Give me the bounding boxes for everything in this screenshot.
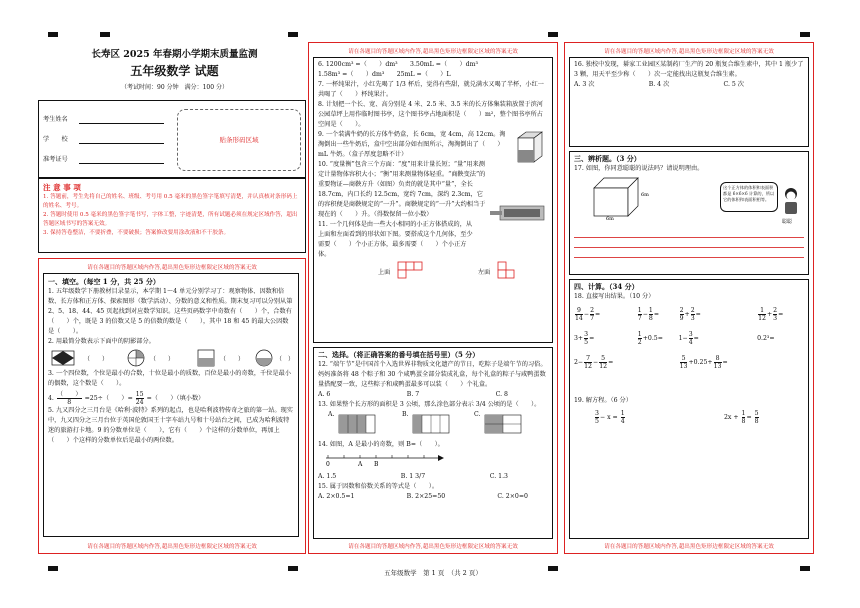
option-a[interactable]: A. (328, 411, 335, 418)
id-field[interactable] (79, 163, 164, 164)
question-14-options (318, 472, 548, 482)
option-b[interactable]: B. 7 (406, 391, 420, 398)
answer-area-2 (308, 42, 558, 554)
number-line (318, 450, 538, 468)
milk-box-figure (512, 130, 548, 164)
boy-name: 聪聪 (782, 219, 793, 225)
question-17: 17. 如图，你同意聪聪的说法吗？请说明理由。 (574, 165, 704, 172)
exam-subject: 五年级数学 试题 (130, 64, 219, 78)
option-c[interactable]: C. 8 (495, 391, 508, 398)
calc-item: $\frac{1}{7}$ − $\frac{1}{8}$ = (637, 306, 660, 322)
registration-mark (800, 32, 810, 37)
option-b[interactable]: B. 4 次 (648, 81, 670, 88)
option-a[interactable]: A. 3 次 (574, 81, 595, 88)
school-field[interactable] (79, 143, 164, 144)
registration-mark (100, 32, 110, 37)
name-field[interactable] (79, 123, 164, 124)
answer-line[interactable] (574, 248, 804, 258)
shading-figures-svg (48, 347, 298, 369)
info-box (38, 100, 306, 178)
option-b[interactable]: B. 2×25=50 (406, 493, 446, 500)
calc-section (569, 279, 809, 539)
svg-text:6m: 6m (641, 192, 649, 198)
boy-icon (780, 186, 802, 216)
question-10-block (318, 160, 548, 220)
question-9-block (318, 130, 548, 160)
analysis-section (569, 151, 809, 275)
section-title: 一、填空。（每空 1 分，共 25 分） (48, 277, 160, 286)
name-label: 考生姓名 (43, 116, 68, 123)
axis-label: A (358, 461, 363, 468)
barcode-area: 贴条形码区域 (177, 109, 301, 171)
option-b[interactable]: B. (402, 411, 409, 418)
calc-table (574, 302, 799, 374)
question-14: 14. 如图，A 是最小的奇数，则 B=（ ）。 (318, 441, 444, 448)
notice-item: 1. 答题前，考生先将自己的姓名、班级、考号用 0.5 毫米的黑色签字笔填写清楚，并认真核对条形码上的姓名、考号。 (43, 194, 298, 209)
option-b-figure (412, 414, 452, 436)
question-7: 7. 一杯纯果汁，小红先喝了 1/3 杯后，觉得有些甜，就兑满水又喝了半杯，小红一共喝了（ ）杯纯果汁。 (318, 81, 544, 98)
question-16: 16. 独校中发现，綦家工业园区某制药厂生产的 20 瓶复合维生素中，其中 1 瓶少了 3 颗，用天平至少称（ ）次一定能找出这瓶复合维生素。 (574, 61, 804, 78)
notice-box (38, 178, 306, 253)
calc-item: 2− $\frac{7}{12}$ − $\frac{5}{12}$ = (574, 354, 614, 370)
notice-item: 2. 答题时使用 0.5 毫米的黑色签字笔书写，字体工整，字迹清楚，所有试题必须在规定区域作答，超出答题区域书写的答案无效。 (43, 212, 298, 227)
fraction-blank: $\frac{( )}{8}$ (56, 391, 82, 406)
warning-text: 请在各题目的答题区域内作答,超出黑色矩形边框限定区域的答案无效 (604, 544, 774, 550)
question-4: 4. $\frac{( )}{8}$ =25÷（ ）= $\frac{15}{24}$ =（ ）（填小数） (48, 391, 205, 406)
calc-item: $\frac{5}{13}$ +0.25+ $\frac{8}{13}$ = (679, 354, 728, 370)
answer-area-1 (38, 258, 306, 554)
question-5: 5. 九又四分之三月台是《哈利·波特》系列的起点，也是哈利波特传奇之旅的第一站。现实中，九又四分之三月台位于英国伦敦国王十字车站九号和十号站台之间，已成为哈利波特迷的旅游打卡地。9 的分数单位是（ ），它有（ ）个这样的分数单位，再加上（ ）个这样的分数单位后是最小的两位数。 (48, 407, 293, 444)
shading-figures (48, 347, 294, 369)
fraction-15-24: $\frac{15}{24}$ (135, 391, 144, 406)
speech-bubble: 这个正方体的体积和表面积都是 6×6×6 计算的，所以它的体积和表面积相等。 (720, 182, 778, 212)
page-footer: 五年级数学 第 1 页 （共 2 页） (384, 569, 482, 577)
option-a[interactable]: A. 2×0.5=1 (318, 493, 355, 500)
warning-text: 请在各题目的答题区域内作答,超出黑色矩形边框限定区域的答案无效 (87, 544, 257, 550)
question-15: 15. 属于因数和倍数关系的等式是（ ）。 (318, 483, 439, 490)
axis-label: B (374, 461, 379, 468)
registration-mark (800, 566, 810, 571)
question-2: 2. 用最简分数表示下面中的阴影部分。 (48, 338, 155, 345)
school-label: 学 校 (43, 136, 68, 143)
question-13-options (318, 410, 548, 440)
section-title: 三、辨析题。（3 分） (574, 154, 641, 163)
option-c[interactable]: C. (474, 411, 481, 418)
question-6b: 1.58m³ =（ ）dm³ 25mL =（ ）L (318, 71, 451, 78)
fill-section (43, 273, 299, 537)
registration-mark (288, 32, 298, 37)
exam-title: 长寿区 2025 年春期小学期末质量监测 (91, 49, 258, 60)
axis-label: 0 (326, 461, 330, 468)
calc-item: $\frac{2}{9}$ + $\frac{2}{3}$ = (679, 306, 701, 322)
left-view-label: 左面 (478, 269, 491, 276)
warning-text: 请在各题目的答题区域内作答,超出黑色矩形边框限定区域的答案无效 (604, 49, 774, 55)
option-c[interactable]: C. 2×0=0 (497, 493, 528, 500)
answer-line[interactable] (574, 238, 804, 248)
question-11: 11. 一个几何体是由一些大小相同的小正方体搭成的，从上面和左面看到的形状如下图。要搭成这个几何体，至少需要（ ）个小正方体，最多需要（ ）个小正方体。 (318, 221, 473, 258)
question-16-options (574, 80, 804, 90)
choice-section-cont (569, 57, 809, 147)
registration-mark (288, 566, 298, 571)
question-12: 12. “端午节”是中国首个入选世界非物质文化遗产的节日，吃粽子是端午节的习俗。妈妈准备将 48 个粽子和 30 个咸鸭蛋全部分装成礼盒，每个礼盒的粽子与咸鸭蛋数量搭配要一致，这些粽子和咸鸭蛋最多可以装（ ）个礼盒。 (318, 361, 547, 388)
fill-section-cont (313, 57, 553, 343)
option-a[interactable]: A. 1.5 (318, 473, 337, 480)
svg-text:（ ）: （ ） (276, 356, 295, 363)
question-12-options (318, 390, 548, 400)
svg-text:6m: 6m (606, 216, 614, 220)
question-19: 19. 解方程。（6 分） (574, 397, 632, 404)
calc-item: 3+ $\frac{3}{5}$ = (574, 330, 595, 346)
equation-2: 2x + $\frac{1}{8}$ = $\frac{5}{8}$ (724, 410, 759, 425)
calc-item: $\frac{1}{12}$ + $\frac{2}{3}$ = (758, 306, 784, 322)
cube-figure (588, 174, 668, 220)
question-10: 10. “度量衡”包含三个方面：“度”用来计量长短；“量”用来测定计量物体容积大小；“衡”用来测量物体轻重。“商鞅变法”的重要物证—商鞅方升（如图）负责的就是其中“量”，全长 18.7cm，内口长约 12.5cm，宽约 7cm，深约 2.3cm，它的容积便是商鞅规定的“一升”。商鞅规定的“一升”大约相当于现在的（ ）升。（得数保留一位小数） (318, 161, 486, 218)
option-b[interactable]: B. 1 3/7 (400, 473, 426, 480)
option-c[interactable]: C. 5 次 (723, 81, 744, 88)
question-8: 8. 计划把一个长、宽、高分别是 4 米、2.5 米、3.5 米的长方体集装箱放置于滨河公园草坪上用作临时图书亭，这个图书亭占地面积是（ ）m²，整个图书亭所占空间是（ ）。 (318, 101, 543, 128)
registration-mark (548, 32, 558, 37)
registration-mark (48, 32, 58, 37)
time-note: （考试时间：90 分钟 满分：100 分） (121, 84, 228, 91)
warning-text: 请在各题目的答题区域内作答,超出黑色矩形边框限定区域的答案无效 (348, 544, 518, 550)
top-view-figure (396, 260, 424, 282)
question-13: 13. 如果整个长方形的面积是 3 公顷，那么涂色部分表示 3/4 公顷的是（ ）。 (318, 401, 541, 408)
svg-text:（ ）: （ ） (84, 356, 109, 363)
option-a-figure (338, 414, 378, 436)
equations (574, 406, 804, 436)
notice-item: 3. 保持答卷整洁，不要折叠，不要破损；答案修改要用涂改液和不干胶条。 (43, 230, 230, 236)
view-figures (318, 260, 548, 284)
warning-text: 请在各题目的答题区域内作答,超出黑色矩形边框限定区域的答案无效 (87, 265, 257, 271)
notice-title: 注 意 事 项 (43, 183, 81, 192)
calc-item: 1− $\frac{3}{4}$ = (678, 330, 699, 346)
answer-area-3 (564, 42, 814, 554)
question-6a: 6. 1200cm³ =（ ）dm³ 3.50mL =（ ）dm³ (318, 61, 478, 68)
question-9: 9. 一个装满牛奶的长方体牛奶盒，长 6cm，宽 4cm，高 12cm。淘淘倒出一些牛奶后，盒中空出部分如右图所示，淘淘倒出了（ ）mL 牛奶。（盒子厚度忽略不计） (318, 131, 506, 158)
calc-item: $\frac{1}{2}$ +0.5= (637, 330, 663, 346)
question-3: 3. 一个四位数，个位是最小的合数，十位是最小的质数，百位是最小的奇数，千位是最小的偶数，这个数是（ ）。 (48, 370, 291, 387)
section-title: 二、选择。（将正确答案的番号填在括号里）（5 分） (318, 350, 480, 359)
choice-section (313, 347, 553, 539)
top-view-label: 上面 (378, 269, 391, 276)
option-c[interactable]: C. 1.3 (489, 473, 508, 480)
option-a[interactable]: A. 6 (318, 391, 331, 398)
warning-text: 请在各题目的答题区域内作答,超出黑色矩形边框限定区域的答案无效 (348, 49, 518, 55)
svg-text:（ ）: （ ） (220, 356, 245, 363)
option-c-figure (484, 414, 524, 436)
calc-item: $\frac{9}{14}$ − $\frac{2}{7}$ = (575, 306, 601, 322)
question-15-options (318, 492, 548, 502)
id-label: 准考证号 (43, 156, 68, 163)
question-1: 1. 五年级数学下册教材目录显示，本学期 1～4 单元分别学习了：观察物体、因数和倍数、长方体和正方体、探索图形（数学活动）、分数的意义和性质。期末复习可以分别从第 2、5、18、44、45 页起找到对应数学知识。这些页码数字中奇数有（ ）个，合数有（ ）个，既是 3 的倍数又是 5 的倍数的数是（ ），其中 18 和 45 的最大公因数是（ ）。 (48, 288, 293, 335)
equation-1: $\frac{3}{5}$ − x = $\frac{1}{4}$ (595, 410, 625, 425)
section-title: 四、计算。（34 分） (574, 282, 639, 291)
answer-line[interactable] (574, 230, 804, 238)
left-view-figure (496, 260, 524, 282)
registration-mark (48, 566, 58, 571)
calc-item: 0.2³= (757, 334, 775, 342)
svg-text:（ ）: （ ） (150, 356, 175, 363)
question-18: 18. 直接写出结果。（10 分） (574, 293, 655, 300)
